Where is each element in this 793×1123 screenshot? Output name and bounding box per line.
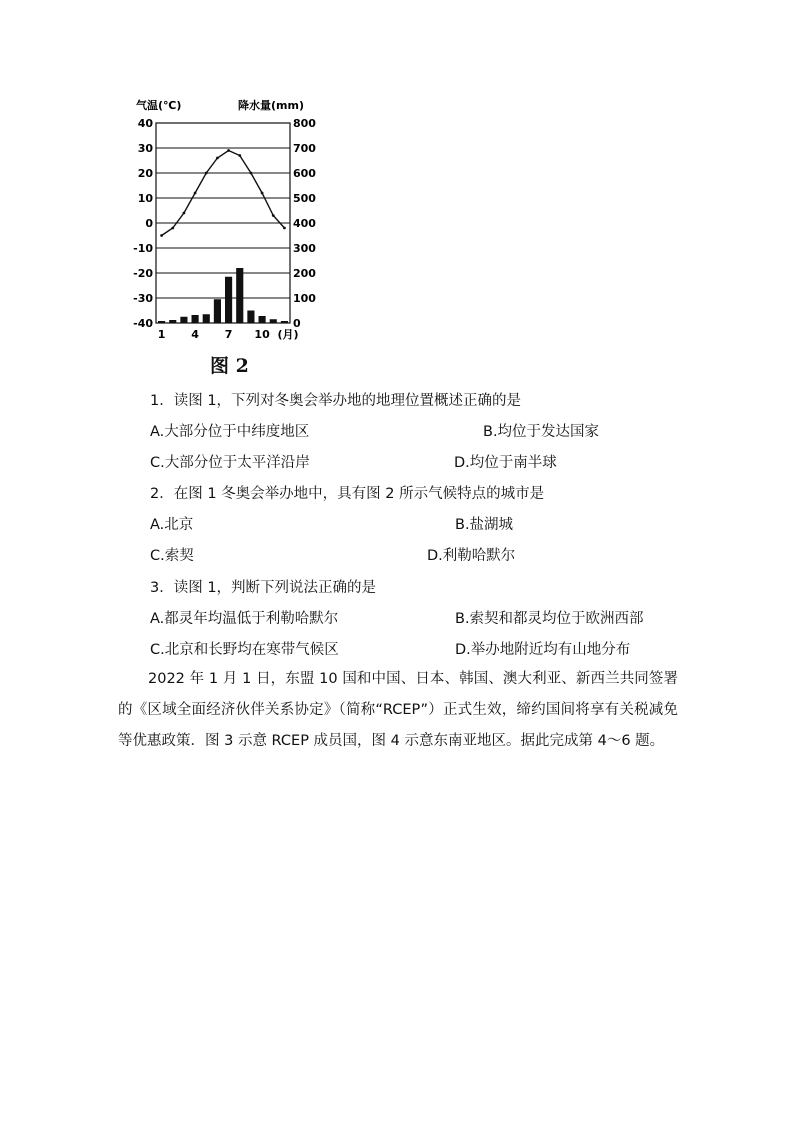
month-tick-label: 10 — [254, 328, 270, 341]
temp-tick-label: -30 — [133, 292, 153, 305]
precip-bar — [259, 316, 266, 323]
temp-tick-label: 20 — [137, 167, 153, 180]
question-3-option-c: C.北京和长野均在寒带气候区 — [150, 642, 339, 658]
temperature-point — [261, 192, 264, 195]
month-tick-label: 7 — [224, 328, 233, 341]
temp-tick-label: -10 — [133, 242, 153, 255]
precip-bar — [225, 277, 232, 323]
question-2-option-a: A.北京 — [150, 517, 194, 533]
question-1-option-c: C.大部分位于太平洋沿岸 — [150, 455, 310, 471]
precip-tick-label: 200 — [293, 267, 316, 280]
question-1-option-b: B.均位于发达国家 — [483, 424, 600, 440]
precip-tick-label: 400 — [293, 217, 316, 230]
precip-tick-label: 600 — [293, 167, 316, 180]
precip-bar — [281, 321, 288, 323]
temp-tick-label: 30 — [137, 142, 153, 155]
month-tick-label: 1 — [157, 328, 166, 341]
precip-axis-label: 降水量(mm) — [238, 99, 304, 112]
temperature-point — [283, 227, 286, 230]
precip-bar — [236, 268, 243, 323]
precip-tick-label: 300 — [293, 242, 316, 255]
temp-tick-label: 0 — [145, 217, 153, 230]
precip-bar — [270, 319, 277, 323]
temperature-point — [272, 214, 275, 217]
temperature-point — [183, 212, 186, 215]
temperature-curve — [160, 149, 286, 237]
precip-bar — [169, 320, 176, 323]
question-3-option-b: B.索契和都灵均位于欧洲西部 — [455, 611, 644, 627]
temperature-point — [250, 172, 253, 175]
precip-tick-label: 0 — [293, 317, 301, 330]
question-2-option-d: D.利勒哈默尔 — [427, 548, 516, 564]
precip-tick-label: 700 — [293, 142, 316, 155]
temperature-point — [227, 149, 230, 152]
question-2-stem: 2．在图 1 冬奥会举办地中，具有图 2 所示气候特点的城市是 — [150, 486, 545, 502]
question-2-option-b: B.盐湖城 — [455, 517, 514, 533]
temp-tick-label: -40 — [133, 317, 153, 330]
question-1-option-a: A.大部分位于中纬度地区 — [150, 424, 310, 440]
passage-text — [118, 664, 678, 757]
figure-caption: 图 2 — [210, 355, 249, 377]
precip-bar — [203, 314, 210, 323]
precip-bar — [214, 299, 221, 323]
precip-tick-label: 800 — [293, 117, 316, 130]
month-tick-labels — [158, 328, 299, 341]
month-tick-label: 4 — [191, 328, 199, 341]
temp-tick-labels — [133, 117, 153, 330]
temperature-point — [171, 227, 174, 230]
temp-tick-label: 40 — [137, 117, 153, 130]
question-3-stem: 3．读图 1，判断下列说法正确的是 — [150, 580, 377, 596]
question-3-option-d: D.举办地附近均有山地分布 — [455, 642, 631, 658]
precip-tick-labels — [293, 117, 316, 330]
question-2-option-c: C.索契 — [150, 548, 194, 564]
question-3-option-a: A.都灵年均温低于利勒哈默尔 — [150, 611, 339, 627]
month-tick-label: (月) — [277, 328, 299, 341]
precip-bar — [158, 321, 165, 323]
climate-chart — [128, 95, 323, 345]
temp-tick-label: 10 — [137, 192, 153, 205]
precip-bar — [247, 311, 254, 324]
temperature-point — [160, 234, 163, 237]
passage-body: 2022 年 1 月 1 日，东盟 10 国和中国、日本、韩国、澳大利亚、新西兰共同签署的《区域全面经济伙伴关系协定》（简称“RCEP”）正式生效，缔约国间将享有关税减免等优惠政策．图 3 示意 RCEP 成员国，图 4 示意东南亚地区。据此完成第 4～6 题。 — [118, 671, 678, 749]
precip-tick-label: 100 — [293, 292, 316, 305]
temperature-point — [238, 154, 241, 157]
precip-bar — [180, 317, 187, 323]
precip-tick-label: 500 — [293, 192, 316, 205]
temperature-point — [216, 157, 219, 160]
question-1-stem: 1．读图 1，下列对冬奥会举办地的地理位置概述正确的是 — [150, 393, 522, 409]
temperature-point — [205, 172, 208, 175]
question-1-option-d: D.均位于南半球 — [454, 455, 557, 471]
temp-axis-label: 气温(℃) — [136, 99, 182, 112]
temperature-point — [194, 192, 197, 195]
precip-bar — [192, 315, 199, 323]
precipitation-bars — [158, 268, 288, 323]
temp-tick-label: -20 — [133, 267, 153, 280]
